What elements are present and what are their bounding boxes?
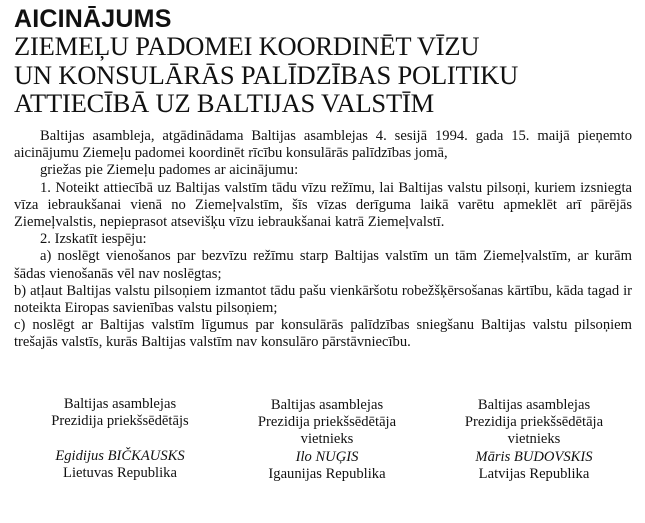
point-2a-paragraph: a) noslēgt vienošanos par bezvīzu režīmu starp Baltijas valstīm un tām Ziemeļvalstīm, ar kurām šādas vienošanās vēl nav noslēgtas;	[14, 248, 632, 282]
signature-lithuania	[14, 396, 226, 482]
signature-role: Prezidija priekšsēdētāja	[257, 414, 397, 431]
signature-org: Baltijas asamblejas	[477, 397, 591, 413]
signatory-name: Ilo NUĢIS	[295, 448, 359, 465]
signature-latvia	[434, 397, 634, 483]
signature-org: Baltijas asamblejas	[270, 397, 384, 413]
signature-role-cont: vietnieks	[300, 431, 354, 448]
signatory-country: Igaunijas Republika	[268, 465, 386, 482]
document-kicker: AICINĀJUMS	[14, 5, 172, 33]
document-title-line-3: ATTIECĪBĀ UZ BALTIJAS VALSTĪM	[14, 88, 434, 118]
point-2c-paragraph: c) noslēgt ar Baltijas valstīm līgumus par konsulārās palīdzības sniegšanu Baltijas valstu pilsoņiem trešajās valstīs, kurās Baltijas valstīm nav konsulāro pārstāvniecību.	[14, 317, 632, 351]
signature-role-cont: vietnieks	[507, 431, 561, 448]
point-2-paragraph: 2. Izskatīt iespēju:	[40, 231, 147, 248]
point-1-paragraph: 1. Noteikt attiecībā uz Baltijas valstīm tādu vīzu režīmu, lai Baltijas valstu pilsoņi, kuriem izsniegta vīza iebraukšanai vienā no Ziemeļvalstīm, šīs vīzas derīguma laikā varētu apmeklēt arī pārējās Ziemeļvalstis, nepieprasot atsevišķu vīzu iebraukšanai katrā Ziemeļvalstī.	[14, 179, 632, 231]
intro-paragraph: Baltijas asambleja, atgādinādama Baltijas asamblejas 4. sesijā 1994. gada 15. maijā pieņemto aicinājumu Ziemeļu padomei koordinēt rīcību konsulārās palīdzības jomā,	[14, 128, 632, 162]
document-title-line-2: UN KONSULĀRĀS PALĪDZĪBAS POLITIKU	[14, 59, 519, 90]
signatory-name: Egidijus BIČKAUSKS	[55, 447, 185, 464]
appeal-paragraph: griežas pie Ziemeļu padomes ar aicinājumu:	[40, 162, 299, 179]
signature-org: Baltijas asamblejas	[63, 396, 177, 412]
signatory-country: Lietuvas Republika	[63, 464, 177, 481]
signature-role-cont	[14, 430, 226, 447]
document-title-line-1: ZIEMEĻU PADOMEI KOORDINĒT VĪZU	[14, 31, 480, 61]
signature-role: Prezidija priekšsēdētāja	[464, 414, 604, 431]
signature-role: Prezidija priekšsēdētājs	[51, 413, 189, 430]
document-heading	[14, 6, 634, 118]
signatory-name: Māris BUDOVSKIS	[475, 448, 593, 465]
signature-estonia	[234, 397, 420, 483]
signatory-country: Latvijas Republika	[478, 465, 590, 482]
point-2b-paragraph: b) atļaut Baltijas valstu pilsoņiem izmantot tādu pašu vienkāršotu robežšķērsošanas kārtību, kāda tagad ir noteikta Eiropas savienības valstu pilsoņiem;	[14, 282, 632, 317]
document-body	[14, 128, 632, 352]
